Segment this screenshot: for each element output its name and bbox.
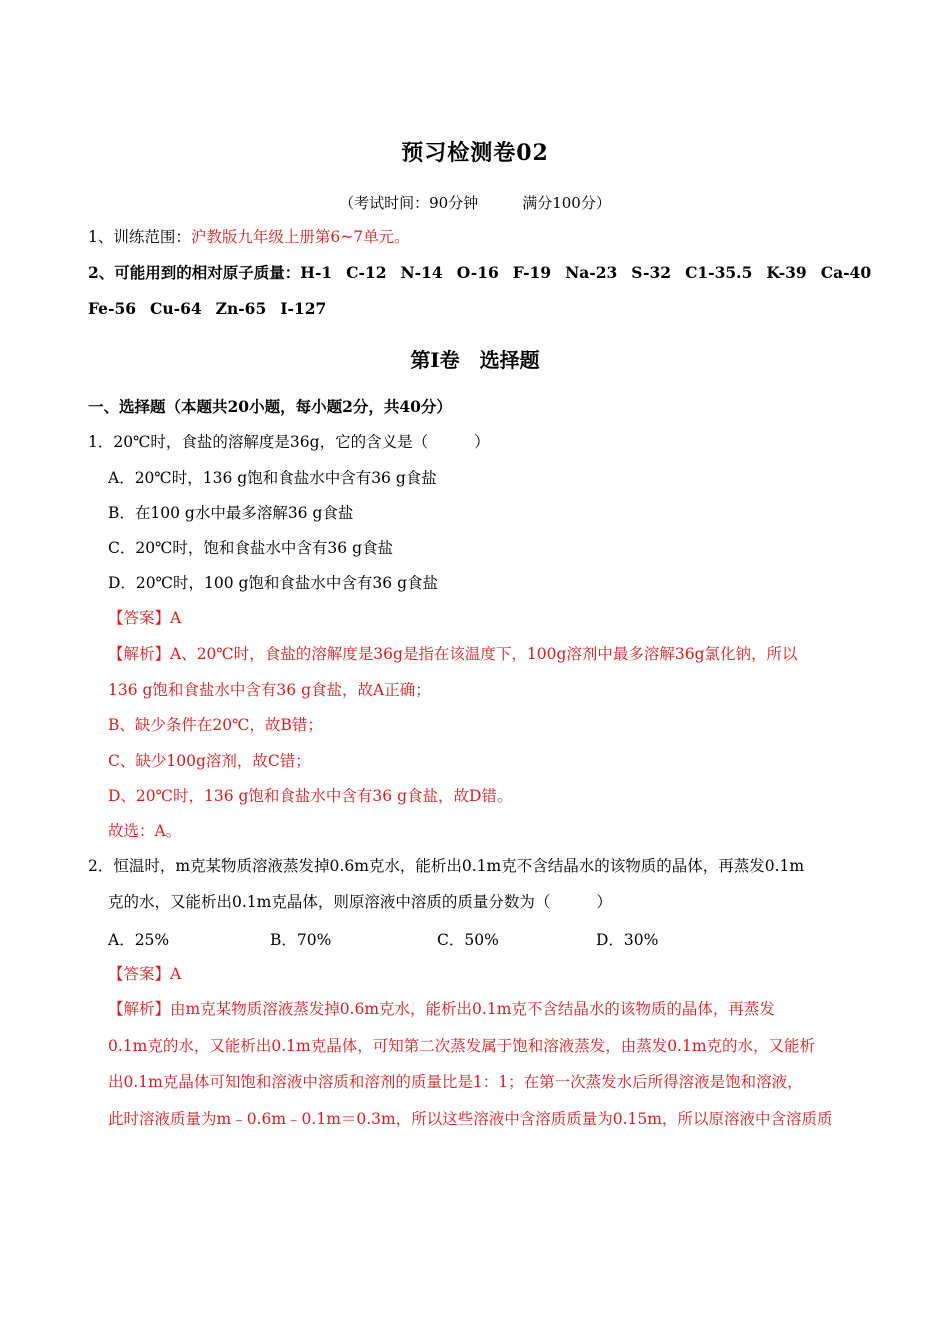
mass-i: I-127 — [280, 299, 327, 318]
question-2-stem-cont — [108, 891, 868, 913]
atomic-mass-note-cont — [88, 298, 868, 320]
mass-s: S-32 — [631, 263, 672, 282]
question-2-analysis-line: 此时溶液质量为m﹣0.6m﹣0.1m＝0.3m，所以这些溶液中含溶质质量为0.15m，所以原溶液中含溶质质 — [108, 1110, 833, 1128]
question-1-analysis-line: C、缺少100g溶剂，故C错； — [108, 752, 311, 770]
question-2-analysis-line: 0.1m克的水，又能析出0.1m克晶体，可知第二次蒸发属于饱和溶液蒸发，由蒸发0.1m克的水，又能析 — [108, 1037, 816, 1055]
question-1-option-d: D．20℃时，100 g饱和食盐水中含有36 g食盐 — [108, 574, 438, 592]
question-1-stem — [88, 431, 868, 453]
question-1-paren-close: ） — [474, 433, 490, 451]
question-1-analysis-line: 136 g饱和食盐水中含有36 g食盐，故A正确； — [108, 681, 431, 699]
page-title: 预习检测卷02 — [401, 140, 549, 166]
mass-na: Na-23 — [565, 263, 618, 282]
mass-zn: Zn-65 — [215, 299, 267, 318]
question-1-analysis-line: 【解析】A、20℃时，食盐的溶解度是36g是指在该温度下，100g溶剂中最多溶解36g氯化钠，所以 — [108, 645, 798, 663]
atomic-mass-label: 2、可能用到的相对原子质量： — [88, 263, 301, 282]
question-1-analysis-line: B、缺少条件在20℃，故B错； — [108, 716, 323, 734]
mass-c: C-12 — [346, 263, 387, 282]
question-2-paren-close: ） — [596, 893, 612, 911]
mass-cu: Cu-64 — [150, 299, 202, 318]
question-2-answer: 【答案】A — [108, 965, 182, 983]
range-note — [88, 226, 868, 248]
range-label: 1、训练范围： — [88, 228, 191, 246]
question-2-option-d: D．30% — [596, 931, 659, 949]
question-2-option-a: A．25% — [108, 931, 170, 949]
question-1-answer: 【答案】A — [108, 609, 182, 627]
mass-fe: Fe-56 — [88, 299, 137, 318]
question-1-text: 1．20℃时，食盐的溶解度是36g，它的含义是（ — [88, 433, 429, 451]
mass-n: N-14 — [400, 263, 443, 282]
question-1-option-c: C．20℃时，饱和食盐水中含有36 g食盐 — [108, 539, 393, 557]
atomic-mass-note — [88, 262, 872, 284]
mass-h: H-1 — [300, 263, 333, 282]
mass-cl: C1-35.5 — [685, 263, 753, 282]
question-1-option-b: B．在100 g水中最多溶解36 g食盐 — [108, 504, 354, 522]
section-title: 第Ⅰ卷 选择题 — [410, 348, 540, 372]
mass-k: K-39 — [766, 263, 807, 282]
question-1-analysis-line: 故选：A。 — [108, 822, 182, 840]
question-2-option-c: C．50% — [437, 931, 499, 949]
mass-f: F-19 — [512, 263, 552, 282]
exam-time: （考试时间：90分钟 — [339, 194, 479, 212]
question-2-analysis-line: 【解析】由m克某物质溶液蒸发掉0.6m克水，能析出0.1m克不含结晶水的该物质的晶体，再蒸发 — [108, 1000, 775, 1018]
mass-ca: Ca-40 — [820, 263, 872, 282]
question-2-option-b: B．70% — [270, 931, 332, 949]
full-score: 满分100分） — [522, 194, 611, 212]
question-1-option-a: A．20℃时，136 g饱和食盐水中含有36 g食盐 — [108, 469, 437, 487]
exam-info — [0, 192, 950, 213]
mass-o: O-16 — [456, 263, 499, 282]
question-2-analysis-line: 出0.1m克晶体可知饱和溶液中溶质和溶剂的质量比是1：1；在第一次蒸发水后所得溶液是饱和溶液， — [108, 1073, 803, 1091]
question-1-analysis-line: D、20℃时，136 g饱和食盐水中含有36 g食盐，故D错。 — [108, 787, 513, 805]
range-value: 沪教版九年级上册第6~7单元。 — [190, 228, 410, 246]
question-2-text: 克的水，又能析出0.1m克晶体，则原溶液中溶质的质量分数为（ — [108, 893, 551, 911]
question-2-stem: 2．恒温时，m克某物质溶液蒸发掉0.6m克水，能析出0.1m克不含结晶水的该物质的晶体，再蒸发0.1m — [88, 857, 805, 875]
part-heading: 一、选择题（本题共20小题，每小题2分，共40分） — [88, 397, 452, 416]
